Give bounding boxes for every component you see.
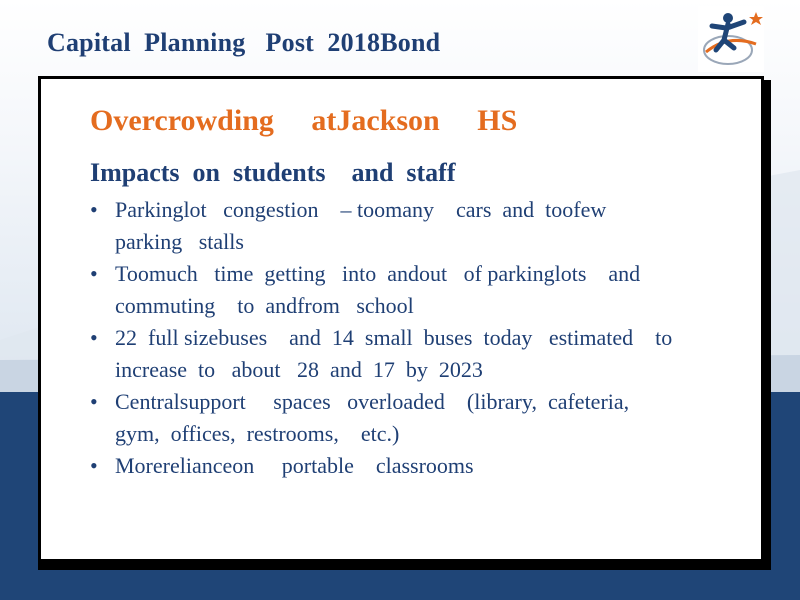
bullet-item: • Morerelianceon portable classrooms: [90, 450, 740, 482]
bullet-item: • 22 full sizebuses and 14 small buses today estimated to increase to about 28 and 17 by 2023: [90, 322, 740, 386]
bullet-list: [90, 194, 740, 482]
bullet-item: • Centralsupport spaces overloaded (library, cafeteria, gym, offices, restrooms, etc.): [90, 386, 740, 450]
bullet-item: • Parkinglot congestion – toomany cars and toofew parking stalls: [90, 194, 740, 258]
running-figure-globe-logo-icon: [698, 6, 764, 72]
bullet-item: • Toomuch time getting into andout of parkinglots and commuting to andfrom school: [90, 258, 740, 322]
slide-title: Overcrowding atJackson HS: [90, 104, 518, 137]
slide-subtitle: Impacts on students and staff: [90, 158, 456, 187]
presentation-title: Capital Planning Post 2018Bond: [47, 28, 441, 57]
